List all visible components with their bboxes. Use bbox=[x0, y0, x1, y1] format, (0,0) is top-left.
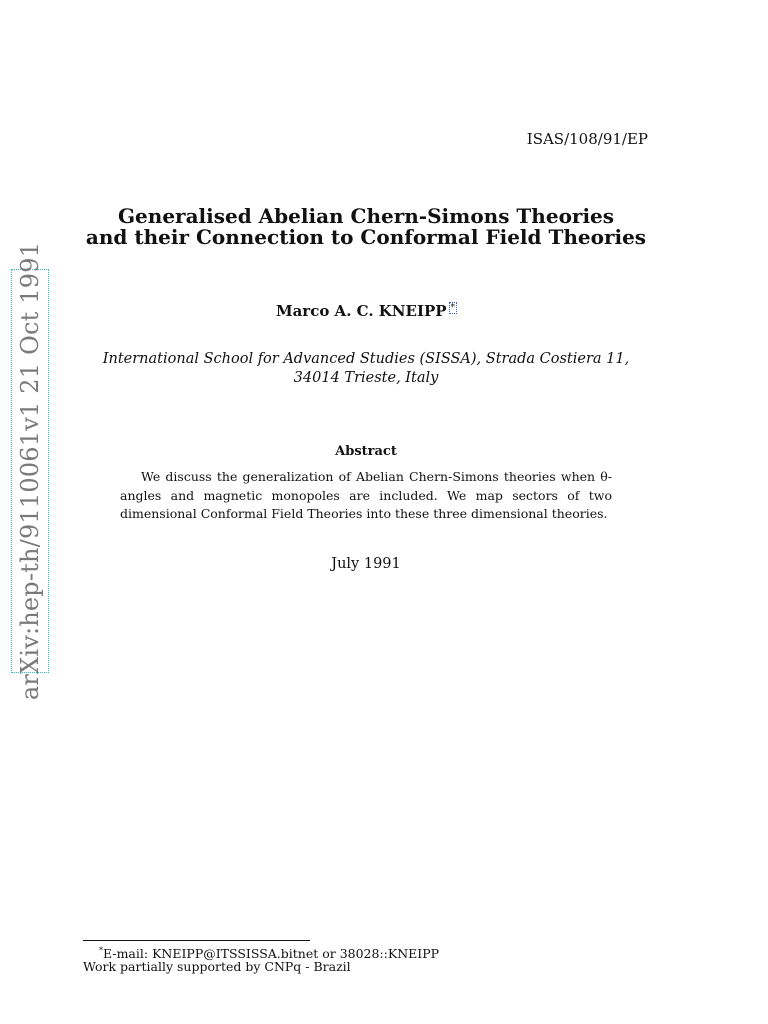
author-footnote-link[interactable]: * bbox=[450, 303, 456, 313]
title-line-1: Generalised Abelian Chern-Simons Theories bbox=[117, 204, 615, 228]
publication-date: July 1991 bbox=[331, 556, 401, 572]
footnote-divider bbox=[83, 940, 310, 941]
paper-title bbox=[0, 206, 732, 248]
footnote-email-text: E-mail: KNEIPP@ITSSISSA.bitnet or 38028::KNEIPP bbox=[103, 946, 440, 962]
arxiv-stamp-text: arXiv:hep-th/9110061v1 21 Oct 1991 bbox=[16, 241, 44, 701]
footnote-support: Work partially supported by CNPq - Brazil bbox=[83, 959, 351, 974]
arxiv-stamp-link[interactable] bbox=[12, 241, 48, 701]
author-name: Marco A. C. KNEIPP bbox=[275, 302, 447, 320]
footnote-mark: * bbox=[99, 946, 103, 955]
abstract-body: We discuss the generalization of Abelian Chern-Simons theories when θ-angles and magnetic monopoles are included. We map sectors of two dimensional Conformal Field Theories into these three dimensional theories. bbox=[120, 469, 612, 521]
affiliation: International School for Advanced Studies (SISSA), Strada Costiera 11, 34014 Trieste, Italy bbox=[102, 351, 630, 386]
title-line-2: and their Connection to Conformal Field Theories bbox=[85, 225, 647, 249]
report-number: ISAS/108/91/EP bbox=[526, 130, 648, 148]
author bbox=[0, 302, 732, 320]
abstract-heading: Abstract bbox=[335, 444, 397, 459]
